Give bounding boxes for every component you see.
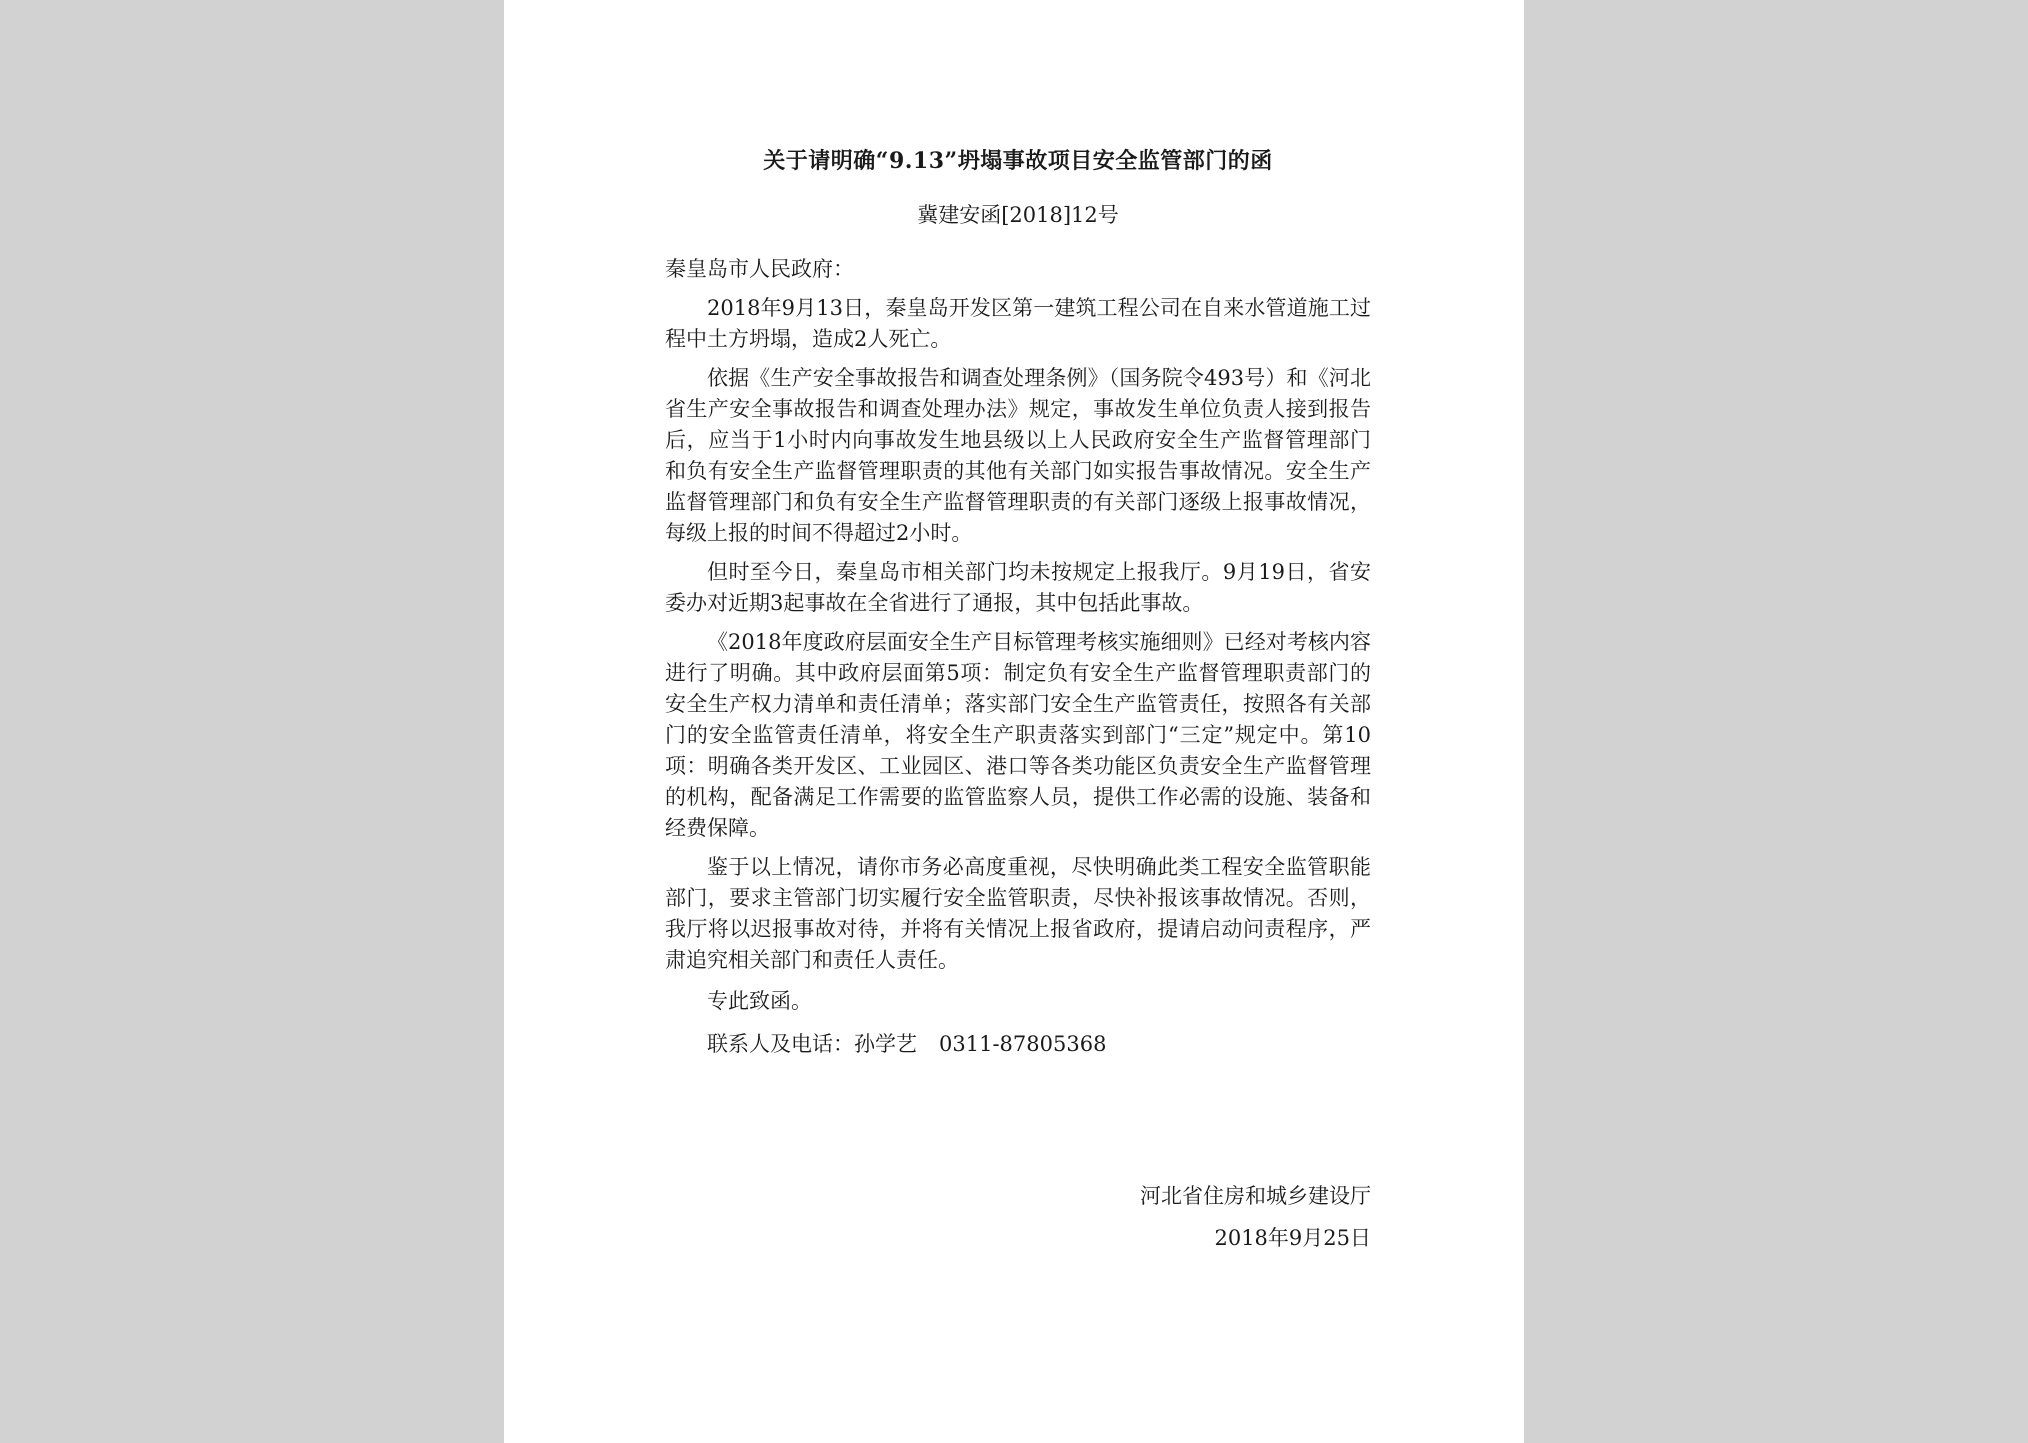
closing-remark: 专此致函。: [707, 989, 812, 1013]
document-body: [665, 145, 1371, 1060]
document-number: 冀建安函[2018]12号: [917, 203, 1119, 227]
document-date: 2018年9月25日: [1214, 1226, 1371, 1250]
paragraph-assessment: 《2018年度政府层面安全生产目标管理考核实施细则》已经对考核内容进行了明确。其中政府层面第5项：制定负有安全生产监督管理职责部门的安全生产权力清单和责任清单；落实部门安全生产监管责任，按照各有关部门的安全监管责任清单，将安全生产职责落实到部门“三定”规定中。第10项：明确各类开发区、工业园区、港口等各类功能区负责安全生产监督管理的机构，配备满足工作需要的监管监察人员，提供工作必需的设施、装备和经费保障。: [665, 630, 1371, 840]
document-page: [504, 0, 1524, 1443]
paragraph-status: 但时至今日，秦皇岛市相关部门均未按规定上报我厅。9月19日，省安委办对近期3起事故在全省进行了通报，其中包括此事故。: [665, 560, 1371, 615]
paragraph-incident: 2018年9月13日，秦皇岛开发区第一建筑工程公司在自来水管道施工过程中土方坍塌，造成2人死亡。: [665, 296, 1371, 351]
salutation: 秦皇岛市人民政府：: [665, 257, 854, 281]
sender-organization: 河北省住房和城乡建设厅: [1140, 1184, 1371, 1208]
paragraph-request: 鉴于以上情况，请你市务必高度重视，尽快明确此类工程安全监管职能部门，要求主管部门切实履行安全监管职责，尽快补报该事故情况。否则，我厅将以迟报事故对待，并将有关情况上报省政府，提请启动问责程序，严肃追究相关部门和责任人责任。: [665, 855, 1371, 972]
document-title: 关于请明确“9.13”坍塌事故项目安全监管部门的函: [763, 148, 1273, 174]
paragraph-regulation: 依据《生产安全事故报告和调查处理条例》（国务院令493号）和《河北省生产安全事故报告和调查处理办法》规定，事故发生单位负责人接到报告后，应当于1小时内向事故发生地县级以上人民政府安全生产监督管理部门和负有安全生产监督管理职责的其他有关部门如实报告事故情况。安全生产监督管理部门和负有安全生产监督管理职责的有关部门逐级上报事故情况，每级上报的时间不得超过2小时。: [665, 366, 1371, 545]
contact-line: [665, 1029, 1371, 1060]
contact-phone: 0311-87805368: [939, 1032, 1107, 1056]
contact-label: 联系人及电话：孙学艺: [707, 1032, 917, 1056]
signature-block: [1140, 1180, 1371, 1254]
